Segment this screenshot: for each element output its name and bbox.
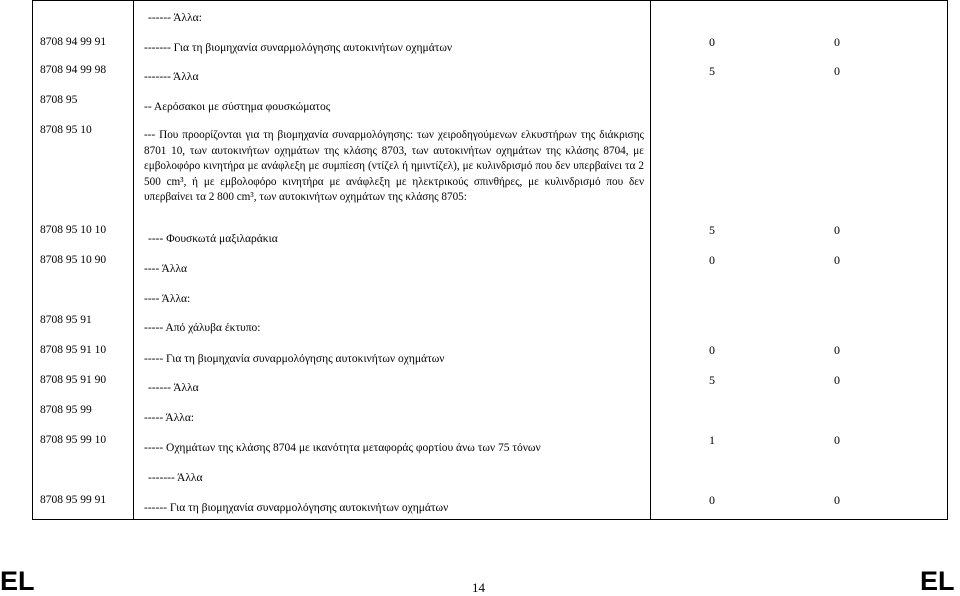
row-code: 8708 95 10 xyxy=(40,124,92,136)
footer-language-left: EL xyxy=(0,566,35,596)
row-description: ---- Άλλα: xyxy=(144,293,191,305)
rate-col2: 0 xyxy=(834,493,840,507)
row-code: 8708 94 99 98 xyxy=(40,64,107,76)
rate-col2: 0 xyxy=(834,343,840,357)
rate-col1: 5 xyxy=(709,373,715,387)
column-divider-desc xyxy=(650,0,651,520)
table-border-top xyxy=(32,0,948,1)
rate-col2: 0 xyxy=(834,64,840,78)
rate-col1: 0 xyxy=(709,35,715,49)
table-border-right xyxy=(947,0,948,520)
row-description: ---- Φουσκωτά μαξιλαράκια xyxy=(148,233,278,245)
row-description: ----- Από χάλυβα έκτυπο: xyxy=(144,322,261,334)
rate-col1: 0 xyxy=(709,253,715,267)
row-description: ------ Άλλα: xyxy=(148,12,202,24)
row-code: 8708 95 xyxy=(40,94,78,106)
row-code: 8708 95 10 10 xyxy=(40,224,107,236)
row-description: ---- Άλλα xyxy=(144,263,188,275)
row-code: 8708 95 91 xyxy=(40,314,92,326)
row-description: ------- Για τη βιομηχανία συναρμολόγησης αυτοκινήτων οχημάτων xyxy=(144,42,453,54)
rate-col2: 0 xyxy=(834,373,840,387)
row-description: -- Αερόσακοι με σύστημα φουσκώματος xyxy=(144,101,331,113)
row-description: ----- Για τη βιομηχανία συναρμολόγησης αυτοκινήτων οχημάτων xyxy=(144,353,445,365)
rate-col1: 0 xyxy=(709,493,715,507)
row-code: 8708 95 99 91 xyxy=(40,494,107,506)
table-border-bottom xyxy=(32,519,948,520)
rate-col1: 5 xyxy=(709,223,715,237)
rate-col1: 1 xyxy=(709,433,715,447)
rate-col2: 0 xyxy=(834,223,840,237)
row-description: ------- Άλλα xyxy=(148,472,203,484)
row-description: ------- Άλλα xyxy=(144,71,199,83)
row-code: 8708 95 91 90 xyxy=(40,374,107,386)
rate-col1: 0 xyxy=(709,343,715,357)
rate-col2: 0 xyxy=(834,253,840,267)
row-code: 8708 95 91 10 xyxy=(40,344,107,356)
page-number: 14 xyxy=(472,580,485,595)
row-code: 8708 95 10 90 xyxy=(40,254,107,266)
row-code: 8708 94 99 91 xyxy=(40,36,107,48)
row-description: ------ Για τη βιομηχανία συναρμολόγησης αυτοκινήτων οχημάτων xyxy=(144,502,449,514)
column-divider-code xyxy=(133,0,134,520)
rate-col2: 0 xyxy=(834,433,840,447)
row-description-long: --- Που προορίζονται για τη βιομηχανία συναρμολόγησης: των χειροδηγούμενων ελκυστήρων της διάκρισης 8701 10, των αυτοκινήτων οχημάτων της κλάσης 8703, των αυτοκινήτων οχημάτων της κλάσης 8704, με εμβολοφόρο κινητήρα με ανάφλεξη με συμπίεση (ντίζελ ή ημιντίζελ), με κυλινδρισμό που δεν υπερβαίνει τα 2 500 cm³, ή με εμβολοφόρο κινητήρα με ανάφλεξη με ηλεκτρικούς σπινθήρες, με κυλινδρισμό που δεν υπερβαίνει τα 2 800 cm³, των αυτοκινήτων οχημάτων της κλάσης 8705: xyxy=(144,129,644,204)
row-code: 8708 95 99 xyxy=(40,404,92,416)
row-description: ----- Άλλα: xyxy=(144,412,195,424)
row-description: ----- Οχημάτων της κλάσης 8704 με ικανότητα μεταφοράς φορτίου άνω των 75 τόνων xyxy=(144,442,541,454)
rate-col1: 5 xyxy=(709,64,715,78)
table-border-left xyxy=(32,0,33,520)
footer-language-right: EL xyxy=(920,566,955,596)
row-description: ------ Άλλα xyxy=(148,382,199,394)
rate-col2: 0 xyxy=(834,35,840,49)
row-code: 8708 95 99 10 xyxy=(40,434,107,446)
